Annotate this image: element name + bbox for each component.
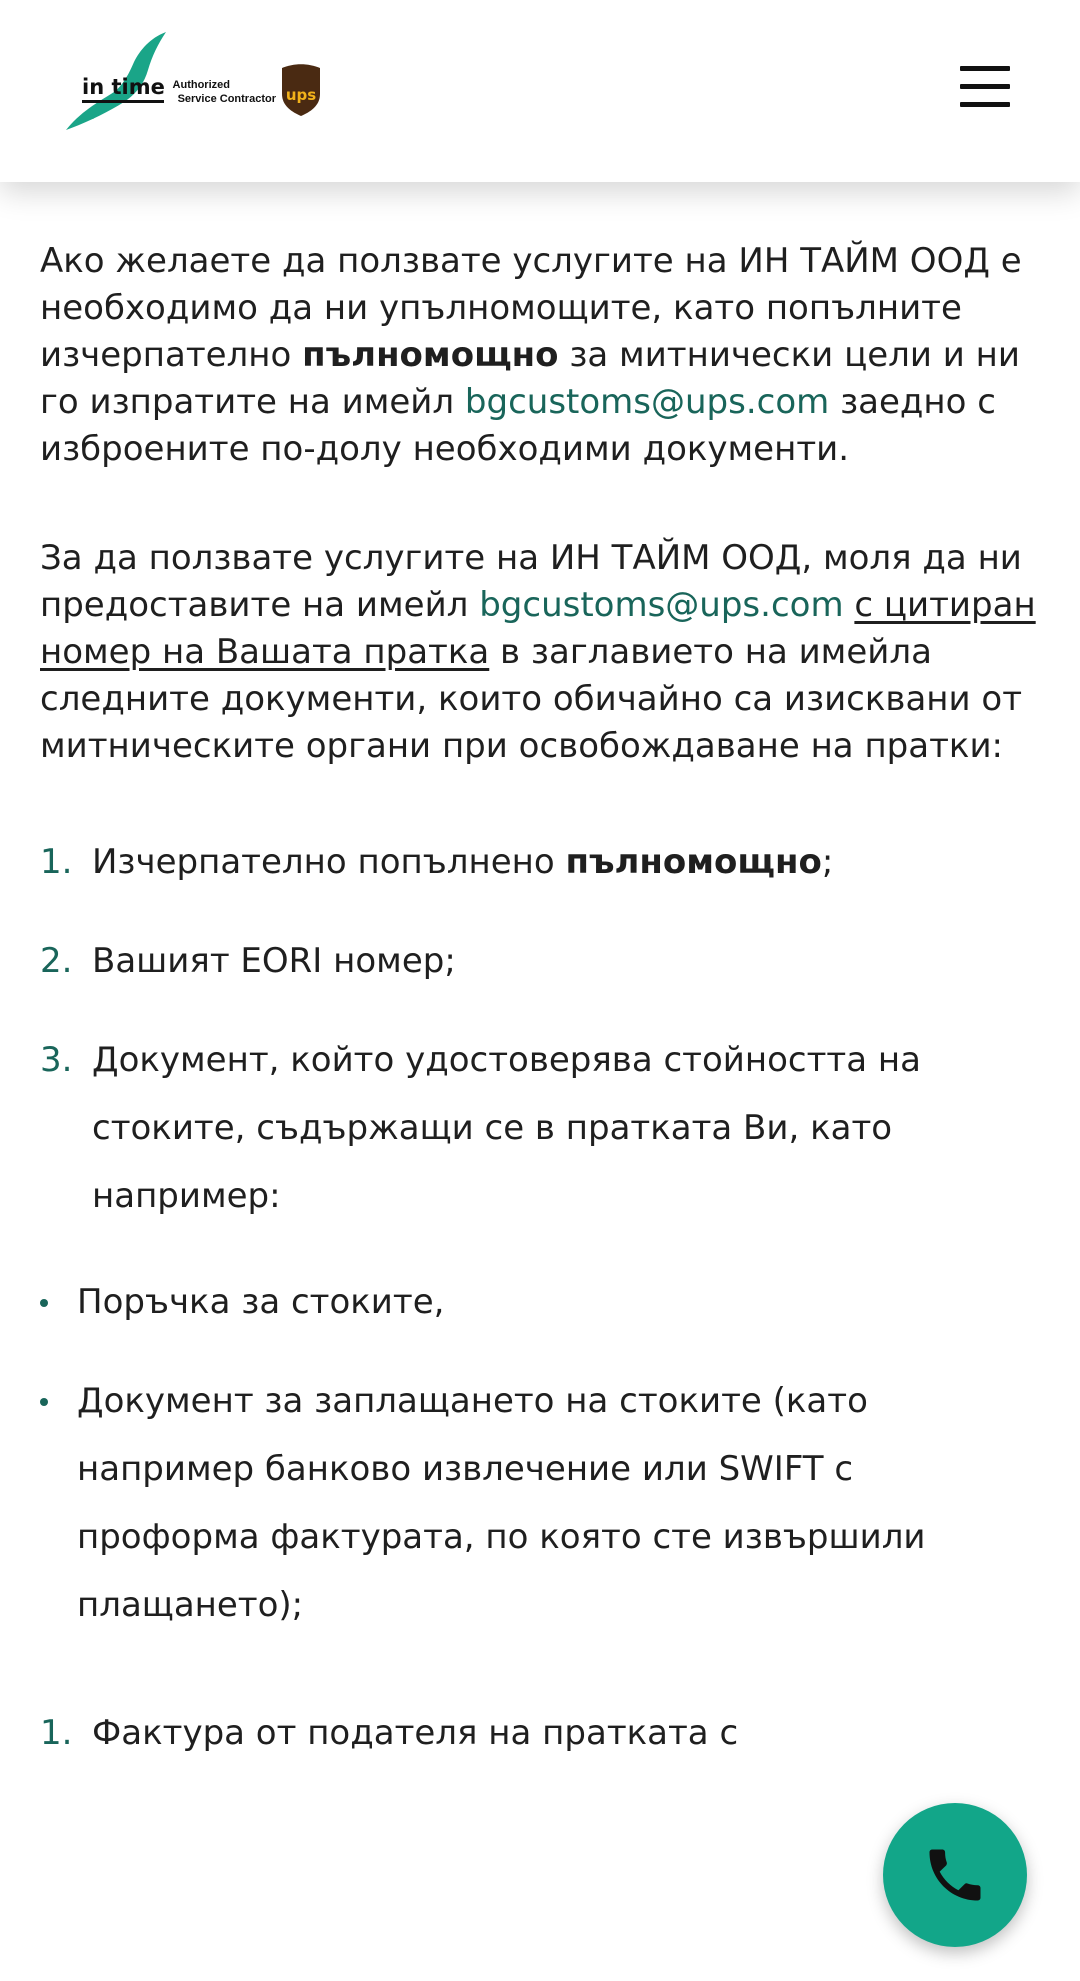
intro-paragraph: Ако желаете да ползвате услугите на ИН ТАЙМ ООД е необходимо да ни упълномощите, като попълните изчерпателно пълномощно за митнически цели и ни го изпратите на имейл bgcustoms@ups.com заедно с изброените по-долу необходими документи. xyxy=(40,241,1022,469)
shipment-number-note: с цитиран номер на Вашата пратка xyxy=(40,585,1036,672)
list-item: 2. Вашият EORI номер; xyxy=(40,927,1040,995)
main-content xyxy=(40,238,1040,1798)
request-paragraph: За да ползвате услугите на ИН ТАЙМ ООД, моля да ни предоставите на имейл bgcustoms@ups.com с цитиран номер на Вашата пратка в заглавието на имейла следните документи, които обичайно са изисквани от митническите органи при освобождаване на пратки: xyxy=(40,538,1036,766)
call-button[interactable] xyxy=(883,1803,1027,1947)
invoice-documents-list xyxy=(40,1699,1040,1767)
logo-contractor-line1: Authorized xyxy=(172,79,230,91)
email-link[interactable]: bgcustoms@ups.com xyxy=(464,382,830,422)
hamburger-menu-icon[interactable] xyxy=(954,62,1014,112)
logo-brand-text: in time xyxy=(82,75,165,99)
value-documents-list xyxy=(40,1268,1040,1639)
list-item: Документ за заплащането на стоките (като например банково извлечение или SWIFT с проформа фактурата, по която сте извършили плащането); xyxy=(40,1367,1040,1639)
list-item: 3. Документ, който удостоверява стойността на стоките, съдържащи се в пратката Ви, като например: xyxy=(40,1026,1040,1230)
email-link[interactable]: bgcustoms@ups.com xyxy=(479,585,844,625)
logo-contractor-line2: Service Contractor xyxy=(177,93,276,105)
list-number: 2. xyxy=(40,941,73,981)
ups-badge-text: ups xyxy=(285,86,317,104)
list-item: Поръчка за стоките, xyxy=(40,1268,1040,1336)
power-of-attorney-bold: пълномощно xyxy=(302,335,559,375)
list-number: 1. xyxy=(40,1713,73,1753)
menu-bar xyxy=(960,102,1010,107)
list-number: 1. xyxy=(40,842,73,882)
menu-bar xyxy=(960,66,1010,71)
list-item: 1. Фактура от подателя на пратката с xyxy=(40,1699,1040,1767)
menu-bar xyxy=(960,84,1010,89)
bullet-dot xyxy=(40,1299,48,1307)
phone-icon xyxy=(921,1841,989,1909)
required-documents-list xyxy=(40,828,1040,1230)
site-header xyxy=(0,0,1080,182)
list-item: 1. Изчерпателно попълнено пълномощно; xyxy=(40,828,1040,896)
intime-ups-logo[interactable] xyxy=(62,30,332,140)
list-number: 3. xyxy=(40,1040,73,1080)
bullet-dot xyxy=(40,1398,48,1406)
